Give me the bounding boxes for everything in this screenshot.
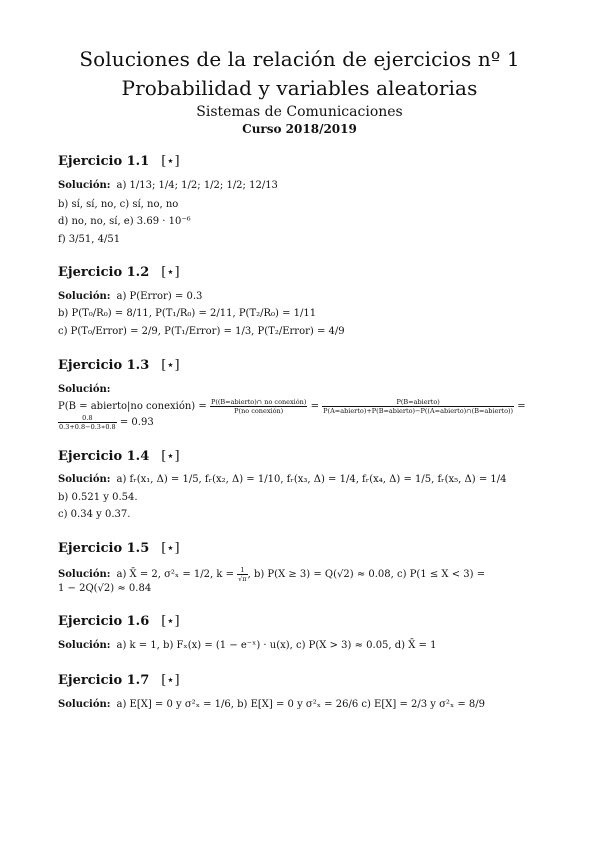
solution-label: Solución: (58, 569, 111, 580)
eq-fraction-2-den: P(A=abierto)+P(B=abierto)−P((A=abierto)∩(B=abierto)) (323, 407, 514, 415)
exercise-1-5-line-2: 1 − 2Q(√2) ≈ 0.84 (58, 583, 152, 594)
exercise-1-4-line-b: b) 0.521 y 0.54. (58, 492, 138, 503)
exercise-1-4-line-a (58, 474, 506, 486)
k-fraction (237, 566, 247, 583)
star-bracket: [⋆] (161, 541, 180, 556)
exercise-1-6-line-1 (58, 640, 436, 652)
solution-text: a) 1/13; 1/4; 1/2; 1/2; 1/2; 12/13 (116, 180, 278, 191)
star-bracket: [⋆] (161, 614, 180, 629)
solution-text: a) P(Error) = 0.3 (116, 291, 203, 302)
solution-label: Solución: (58, 180, 111, 191)
eq-fraction-1 (210, 398, 307, 415)
exercise-1-3-heading (58, 358, 180, 373)
eq-fraction-3-den: 0.3+0.8−0.3∗0.8 (59, 423, 116, 431)
exercise-1-2-line-c: c) P(T₀/Error) = 2/9, P(T₁/Error) = 1/3, P(T₂/Error) = 4/9 (58, 326, 345, 337)
solution-text: a) X̄ = 2, σ²ₓ = 1/2, k = (116, 569, 238, 580)
exercise-1-5-heading (58, 541, 180, 556)
solution-text: a) k = 1, b) Fₓ(x) = (1 − e⁻ˣ) · u(x), c) P(X > 3) ≈ 0.05, d) X̄ = 1 (116, 640, 437, 651)
eq-fraction-2 (322, 398, 514, 415)
star-bracket: [⋆] (161, 358, 180, 373)
eq-fraction-1-num: P((B=abierto)∩ no conexión) (210, 398, 307, 406)
course: Curso 2018/2019 (242, 122, 357, 136)
exercise-1-4-line-c: c) 0.34 y 0.37. (58, 509, 131, 520)
exercise-title: Ejercicio 1.2 (58, 265, 150, 280)
exercise-1-1-heading (58, 154, 180, 169)
solution-text: a) fᵣ(x₁, Δ) = 1/5, fᵣ(x₂, Δ) = 1/10, fᵣ(x₃, Δ) = 1/4, fᵣ(x₄, Δ) = 1/5, fᵣ(x₅, Δ) = 1/4 (116, 474, 507, 485)
exercise-1-7-heading (58, 673, 180, 688)
exercise-1-3-equation-line-2 (58, 414, 154, 431)
exercise-1-2-heading (58, 265, 180, 280)
eq-fraction-1-den: P(no conexión) (234, 407, 284, 415)
exercise-1-4-heading (58, 449, 180, 464)
eq-fraction-2-num: P(B=abierto) (322, 398, 514, 407)
exercise-1-5-line-1 (58, 566, 485, 583)
exercise-title: Ejercicio 1.7 (58, 673, 150, 688)
title-line-1: Soluciones de la relación de ejercicios nº 1 (79, 47, 520, 71)
exercise-title: Ejercicio 1.4 (58, 449, 150, 464)
eq-result: = 0.93 (119, 417, 154, 428)
star-bracket: [⋆] (161, 154, 180, 169)
exercise-title: Ejercicio 1.3 (58, 358, 150, 373)
exercise-title: Ejercicio 1.5 (58, 541, 150, 556)
k-fraction-den: √π (238, 575, 247, 583)
star-bracket: [⋆] (161, 449, 180, 464)
title-line-2: Probabilidad y variables aleatorias (121, 76, 478, 100)
star-bracket: [⋆] (161, 265, 180, 280)
exercise-1-1-line-b: b) sí, sí, no, c) sí, no, no (58, 199, 179, 210)
solution-label: Solución: (58, 474, 111, 485)
eq-equals: = (310, 401, 319, 412)
exercise-1-3-equation-line-1 (58, 398, 526, 415)
star-bracket: [⋆] (161, 673, 180, 688)
eq-fraction-3-num: 0.8 (58, 414, 117, 423)
eq-fraction-3 (58, 414, 117, 431)
eq-equals: = (517, 401, 526, 412)
exercise-1-1-line-d: d) no, no, sí, e) 3.69 · 10⁻⁶ (58, 216, 191, 227)
exercise-title: Ejercicio 1.6 (58, 614, 150, 629)
exercise-1-3-solution-label (58, 384, 116, 396)
subtitle: Sistemas de Comunicaciones (196, 104, 403, 120)
solution-label: Solución: (58, 699, 111, 710)
exercise-1-1-line-a (58, 180, 278, 192)
solution-label: Solución: (58, 291, 111, 302)
solution-label: Solución: (58, 384, 111, 395)
exercise-1-2-line-b: b) P(T₀/R₀) = 8/11, P(T₁/R₀) = 2/11, P(T₂/R₀) = 1/11 (58, 308, 317, 319)
exercise-1-6-heading (58, 614, 180, 629)
k-fraction-num: 1 (237, 566, 247, 575)
exercise-1-7-line-1 (58, 699, 485, 711)
solution-label: Solución: (58, 640, 111, 651)
exercise-1-2-line-a (58, 291, 202, 303)
eq-lhs: P(B = abierto|no conexión) = (58, 401, 207, 412)
exercise-title: Ejercicio 1.1 (58, 154, 150, 169)
exercise-1-1-line-f: f) 3/51, 4/51 (58, 234, 121, 245)
solution-text: a) E[X] = 0 y σ²ₓ = 1/6, b) E[X] = 0 y σ²ₓ = 26/6 c) E[X] = 2/3 y σ²ₓ = 8/9 (116, 699, 486, 710)
solution-text: , b) P(X ≥ 3) = Q(√2) ≈ 0.08, c) P(1 ≤ X < 3) = (247, 569, 486, 580)
